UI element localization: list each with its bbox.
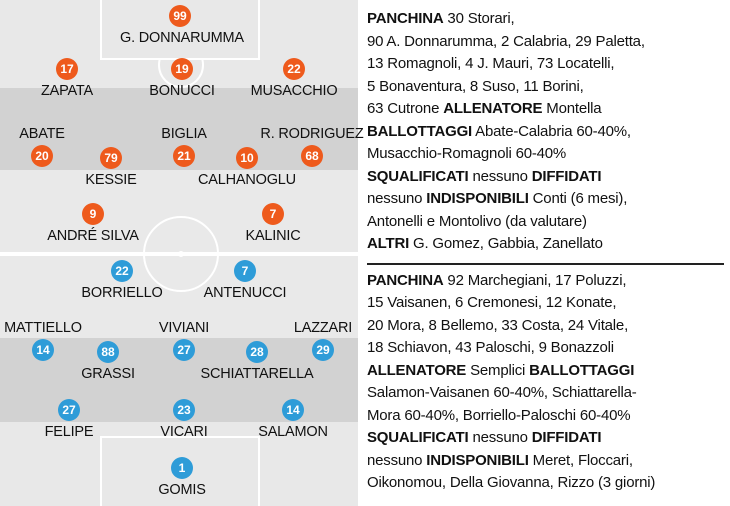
info-text: Antonelli e Montolivo (da valutare) bbox=[367, 212, 587, 230]
info-keyword: PANCHINA bbox=[367, 271, 444, 289]
info-keyword: SQUALIFICATI bbox=[367, 167, 469, 185]
info-text: 13 Romagnoli, 4 J. Mauri, 73 Locatelli, bbox=[367, 55, 615, 72]
jersey-number-badge: 19 bbox=[171, 58, 193, 80]
player-name: FELIPE bbox=[44, 424, 94, 440]
jersey-number-badge: 20 bbox=[31, 145, 53, 167]
home-player bbox=[213, 203, 333, 246]
player-name: BORRIELLO bbox=[81, 285, 163, 301]
player-name: KESSIE bbox=[85, 172, 137, 188]
info-text: Oikonomou, Della Giovanna, Rizzo (3 giorni) bbox=[367, 474, 656, 491]
info-text: Montella bbox=[542, 100, 602, 117]
info-line bbox=[367, 382, 727, 405]
jersey-number-badge: 68 bbox=[301, 145, 323, 167]
player-name: R. RODRIGUEZ bbox=[260, 126, 364, 142]
info-line bbox=[367, 270, 727, 293]
info-text: Semplici bbox=[466, 361, 530, 379]
info-line bbox=[367, 121, 727, 144]
home-player bbox=[7, 58, 127, 101]
center-spot bbox=[178, 251, 184, 257]
info-keyword: INDISPONIBILI bbox=[426, 451, 529, 469]
home-player bbox=[252, 124, 372, 167]
player-name: BONUCCI bbox=[149, 83, 215, 99]
info-line bbox=[367, 450, 727, 473]
info-text: Meret, Floccari, bbox=[528, 451, 633, 469]
info-line bbox=[367, 233, 727, 256]
info-line bbox=[367, 337, 727, 360]
info-line bbox=[367, 143, 727, 166]
info-line bbox=[367, 31, 727, 54]
jersey-number-badge: 7 bbox=[262, 203, 284, 225]
info-keyword: ALLENATORE bbox=[443, 100, 543, 117]
away-player bbox=[124, 399, 244, 442]
info-keyword: ALLENATORE bbox=[367, 361, 467, 379]
info-line bbox=[367, 98, 727, 121]
info-text: 20 Mora, 8 Bellemo, 33 Costa, 24 Vitale, bbox=[367, 316, 629, 334]
info-text: 5 Bonaventura, 8 Suso, 11 Borini, bbox=[367, 77, 584, 95]
info-text: 15 Vaisanen, 6 Cremonesi, 12 Konate, bbox=[367, 294, 617, 311]
away-player bbox=[185, 260, 305, 303]
jersey-number-badge: 21 bbox=[173, 145, 195, 167]
player-name: G. DONNARUMMA bbox=[120, 30, 244, 46]
info-line bbox=[367, 76, 727, 99]
jersey-number-badge: 79 bbox=[100, 147, 122, 169]
player-name: CALHANOGLU bbox=[198, 172, 296, 188]
jersey-number-badge: 9 bbox=[82, 203, 104, 225]
info-keyword: DIFFIDATI bbox=[531, 429, 602, 446]
home-player bbox=[120, 5, 244, 48]
info-line bbox=[367, 292, 727, 315]
player-name: ANTENUCCI bbox=[203, 285, 287, 301]
info-text: Salamon-Vaisanen 60-40%, Schiattarella- bbox=[367, 384, 637, 401]
player-name: GOMIS bbox=[158, 482, 206, 498]
info-keyword: ALTRI bbox=[367, 235, 410, 252]
info-line bbox=[367, 8, 727, 31]
info-text: 92 Marchegiani, 17 Poluzzi, bbox=[443, 271, 627, 289]
home-player bbox=[234, 58, 354, 101]
jersey-number-badge: 28 bbox=[246, 341, 268, 363]
player-name: MATTIELLO bbox=[4, 320, 82, 336]
info-text: Mora 60-40%, Borriello-Paloschi 60-40% bbox=[367, 406, 631, 424]
info-text: Conti (6 mesi), bbox=[528, 190, 628, 207]
jersey-number-badge: 10 bbox=[236, 147, 258, 169]
info-text: 30 Storari, bbox=[443, 10, 515, 27]
away-player bbox=[233, 399, 353, 442]
player-name: VICARI bbox=[160, 424, 208, 440]
info-text: 18 Schiavon, 43 Paloschi, 9 Bonazzoli bbox=[367, 339, 614, 356]
jersey-number-badge: 23 bbox=[173, 399, 195, 421]
info-text: 63 Cutrone bbox=[367, 100, 444, 117]
jersey-number-badge: 14 bbox=[282, 399, 304, 421]
jersey-number-badge: 88 bbox=[97, 341, 119, 363]
info-text: nessuno bbox=[367, 451, 427, 469]
info-keyword: DIFFIDATI bbox=[531, 167, 602, 185]
info-line bbox=[367, 315, 727, 338]
away-player bbox=[122, 457, 242, 500]
info-line bbox=[367, 166, 727, 189]
info-text: Musacchio-Romagnoli 60-40% bbox=[367, 145, 567, 162]
jersey-number-badge: 22 bbox=[283, 58, 305, 80]
info-line bbox=[367, 53, 727, 76]
home-player bbox=[33, 203, 153, 246]
jersey-number-badge: 22 bbox=[111, 260, 133, 282]
home-team-info bbox=[367, 8, 727, 256]
jersey-number-badge: 27 bbox=[58, 399, 80, 421]
info-keyword: BALLOTTAGGI bbox=[367, 122, 473, 140]
info-text: G. Gomez, Gabbia, Zanellato bbox=[409, 235, 603, 252]
section-divider bbox=[367, 263, 724, 265]
info-text: Abate-Calabria 60-40%, bbox=[472, 122, 631, 140]
player-name: SALAMON bbox=[258, 424, 328, 440]
player-name: VIVIANI bbox=[158, 320, 210, 336]
info-line bbox=[367, 427, 727, 450]
away-player bbox=[263, 318, 383, 361]
info-line bbox=[367, 211, 727, 234]
info-text: nessuno bbox=[468, 429, 532, 446]
jersey-number-badge: 1 bbox=[171, 457, 193, 479]
info-line bbox=[367, 188, 727, 211]
player-name: SCHIATTARELLA bbox=[200, 366, 314, 382]
info-line bbox=[367, 360, 727, 383]
away-player bbox=[9, 399, 129, 442]
player-name: LAZZARI bbox=[293, 320, 353, 336]
info-keyword: SQUALIFICATI bbox=[367, 429, 469, 446]
info-line bbox=[367, 472, 727, 495]
info-keyword: BALLOTTAGGI bbox=[529, 361, 635, 379]
home-player bbox=[122, 58, 242, 101]
player-name: MUSACCHIO bbox=[250, 83, 338, 99]
jersey-number-badge: 27 bbox=[173, 339, 195, 361]
player-name: BIGLIA bbox=[161, 126, 207, 142]
player-name: ABATE bbox=[19, 126, 65, 142]
player-name: GRASSI bbox=[81, 366, 135, 382]
info-text: nessuno bbox=[468, 167, 532, 185]
jersey-number-badge: 99 bbox=[169, 5, 191, 27]
info-panel bbox=[367, 8, 727, 495]
info-text: nessuno bbox=[367, 190, 427, 207]
player-name: ANDRÉ SILVA bbox=[47, 228, 139, 244]
player-name: ZAPATA bbox=[41, 83, 93, 99]
away-team-info bbox=[367, 270, 727, 495]
info-text: 90 A. Donnarumma, 2 Calabria, 29 Paletta, bbox=[367, 32, 645, 50]
away-player bbox=[62, 260, 182, 303]
jersey-number-badge: 7 bbox=[234, 260, 256, 282]
info-line bbox=[367, 405, 727, 428]
info-keyword: INDISPONIBILI bbox=[426, 190, 529, 207]
player-name: KALINIC bbox=[245, 228, 301, 244]
jersey-number-badge: 14 bbox=[32, 339, 54, 361]
jersey-number-badge: 17 bbox=[56, 58, 78, 80]
jersey-number-badge: 29 bbox=[312, 339, 334, 361]
info-keyword: PANCHINA bbox=[367, 10, 444, 27]
